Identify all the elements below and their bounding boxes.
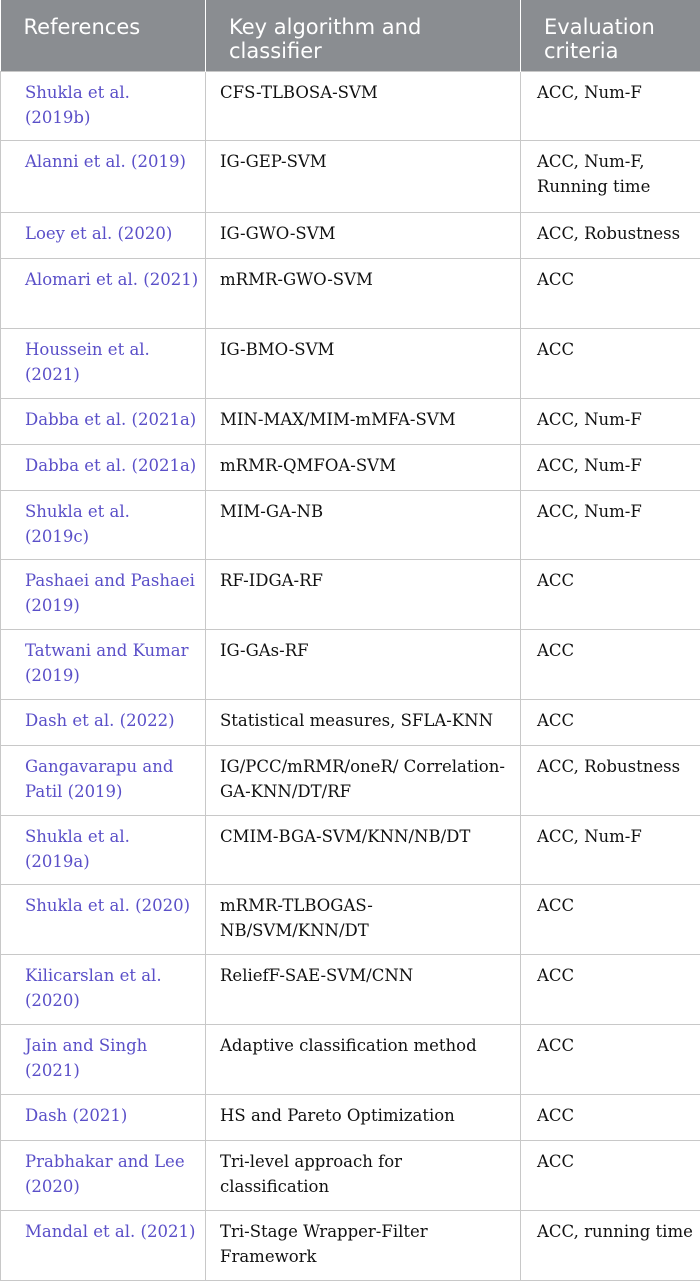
algorithm-cell: IG-GEP-SVM [206, 141, 521, 213]
table-row [1, 1141, 700, 1211]
algorithm-cell: IG-GWO-SVM [206, 213, 521, 259]
reference-link[interactable]: Mandal et al. (2021) [1, 1211, 206, 1281]
evaluation-cell: ACC, Num-F, Running time [521, 141, 700, 213]
table-header [1, 0, 700, 72]
reference-link[interactable]: Prabhakar and Lee (2020) [1, 1141, 206, 1211]
evaluation-cell: ACC [521, 259, 700, 329]
algorithm-cell: CMIM-BGA-SVM/KNN/NB/DT [206, 816, 521, 885]
reference-link[interactable]: Alanni et al. (2019) [1, 141, 206, 213]
algorithm-cell: ReliefF-SAE-SVM/CNN [206, 955, 521, 1025]
algorithm-cell: CFS-TLBOSA-SVM [206, 72, 521, 141]
table-row [1, 955, 700, 1025]
table-row [1, 700, 700, 746]
reference-link[interactable]: Dabba et al. (2021a) [1, 445, 206, 491]
table-row [1, 1095, 700, 1141]
reference-link[interactable]: Shukla et al. (2019b) [1, 72, 206, 141]
evaluation-cell: ACC, Num-F [521, 72, 700, 141]
algorithm-cell: IG-GAs-RF [206, 630, 521, 700]
reference-link[interactable]: Dabba et al. (2021a) [1, 399, 206, 445]
algorithm-cell: Adaptive classification method [206, 1025, 521, 1095]
table-row [1, 1025, 700, 1095]
algorithm-cell: Tri-Stage Wrapper-Filter Framework [206, 1211, 521, 1281]
table-row [1, 141, 700, 213]
reference-link[interactable]: Shukla et al. (2019c) [1, 491, 206, 560]
evaluation-cell: ACC, Robustness [521, 213, 700, 259]
evaluation-cell: ACC [521, 1141, 700, 1211]
table-row [1, 560, 700, 630]
reference-link[interactable]: Dash et al. (2022) [1, 700, 206, 746]
table-row [1, 816, 700, 885]
evaluation-cell: ACC, Num-F [521, 445, 700, 491]
algorithm-cell: RF-IDGA-RF [206, 560, 521, 630]
table-row [1, 630, 700, 700]
evaluation-cell: ACC [521, 560, 700, 630]
reference-link[interactable]: Houssein et al. (2021) [1, 329, 206, 399]
evaluation-cell: ACC [521, 955, 700, 1025]
algorithm-cell: Statistical measures, SFLA-KNN [206, 700, 521, 746]
reference-link[interactable]: Loey et al. (2020) [1, 213, 206, 259]
evaluation-cell: ACC [521, 1025, 700, 1095]
evaluation-cell: ACC [521, 700, 700, 746]
evaluation-cell: ACC [521, 1095, 700, 1141]
evaluation-cell: ACC, Robustness [521, 746, 700, 816]
table-row [1, 399, 700, 445]
table-row [1, 213, 700, 259]
algorithm-cell: mRMR-GWO-SVM [206, 259, 521, 329]
evaluation-cell: ACC, Num-F [521, 491, 700, 560]
table-row [1, 1211, 700, 1281]
reference-link[interactable]: Dash (2021) [1, 1095, 206, 1141]
reference-link[interactable]: Alomari et al. (2021) [1, 259, 206, 329]
reference-link[interactable]: Pashaei and Pashaei (2019) [1, 560, 206, 630]
algorithm-cell: IG-BMO-SVM [206, 329, 521, 399]
table-row [1, 885, 700, 955]
reference-link[interactable]: Gangavarapu and Patil (2019) [1, 746, 206, 816]
header-references: References [1, 0, 206, 72]
table-row [1, 329, 700, 399]
algorithm-cell: MIN-MAX/MIM-mMFA-SVM [206, 399, 521, 445]
reference-link[interactable]: Shukla et al. (2020) [1, 885, 206, 955]
reference-link[interactable]: Jain and Singh (2021) [1, 1025, 206, 1095]
reference-link[interactable]: Kilicarslan et al. (2020) [1, 955, 206, 1025]
evaluation-cell: ACC, Num-F [521, 399, 700, 445]
algorithm-cell: HS and Pareto Optimization [206, 1095, 521, 1141]
table-body [1, 72, 700, 1281]
reference-link[interactable]: Tatwani and Kumar (2019) [1, 630, 206, 700]
header-key-algorithm: Key algorithm and classifier [206, 0, 521, 72]
algorithm-cell: Tri-level approach for classification [206, 1141, 521, 1211]
table-row [1, 259, 700, 329]
header-evaluation-criteria: Evaluation criteria [521, 0, 700, 72]
reference-link[interactable]: Shukla et al. (2019a) [1, 816, 206, 885]
algorithm-cell: IG/PCC/mRMR/oneR/ Correlation-GA-KNN/DT/RF [206, 746, 521, 816]
algorithm-cell: mRMR-TLBOGAS- NB/SVM/KNN/DT [206, 885, 521, 955]
evaluation-cell: ACC, running time [521, 1211, 700, 1281]
evaluation-cell: ACC [521, 329, 700, 399]
evaluation-cell: ACC, Num-F [521, 816, 700, 885]
table-row [1, 491, 700, 560]
table-row [1, 445, 700, 491]
table-row [1, 746, 700, 816]
table-row [1, 72, 700, 141]
algorithm-cell: mRMR-QMFOA-SVM [206, 445, 521, 491]
algorithm-cell: MIM-GA-NB [206, 491, 521, 560]
header-row [1, 0, 700, 72]
evaluation-cell: ACC [521, 630, 700, 700]
evaluation-cell: ACC [521, 885, 700, 955]
